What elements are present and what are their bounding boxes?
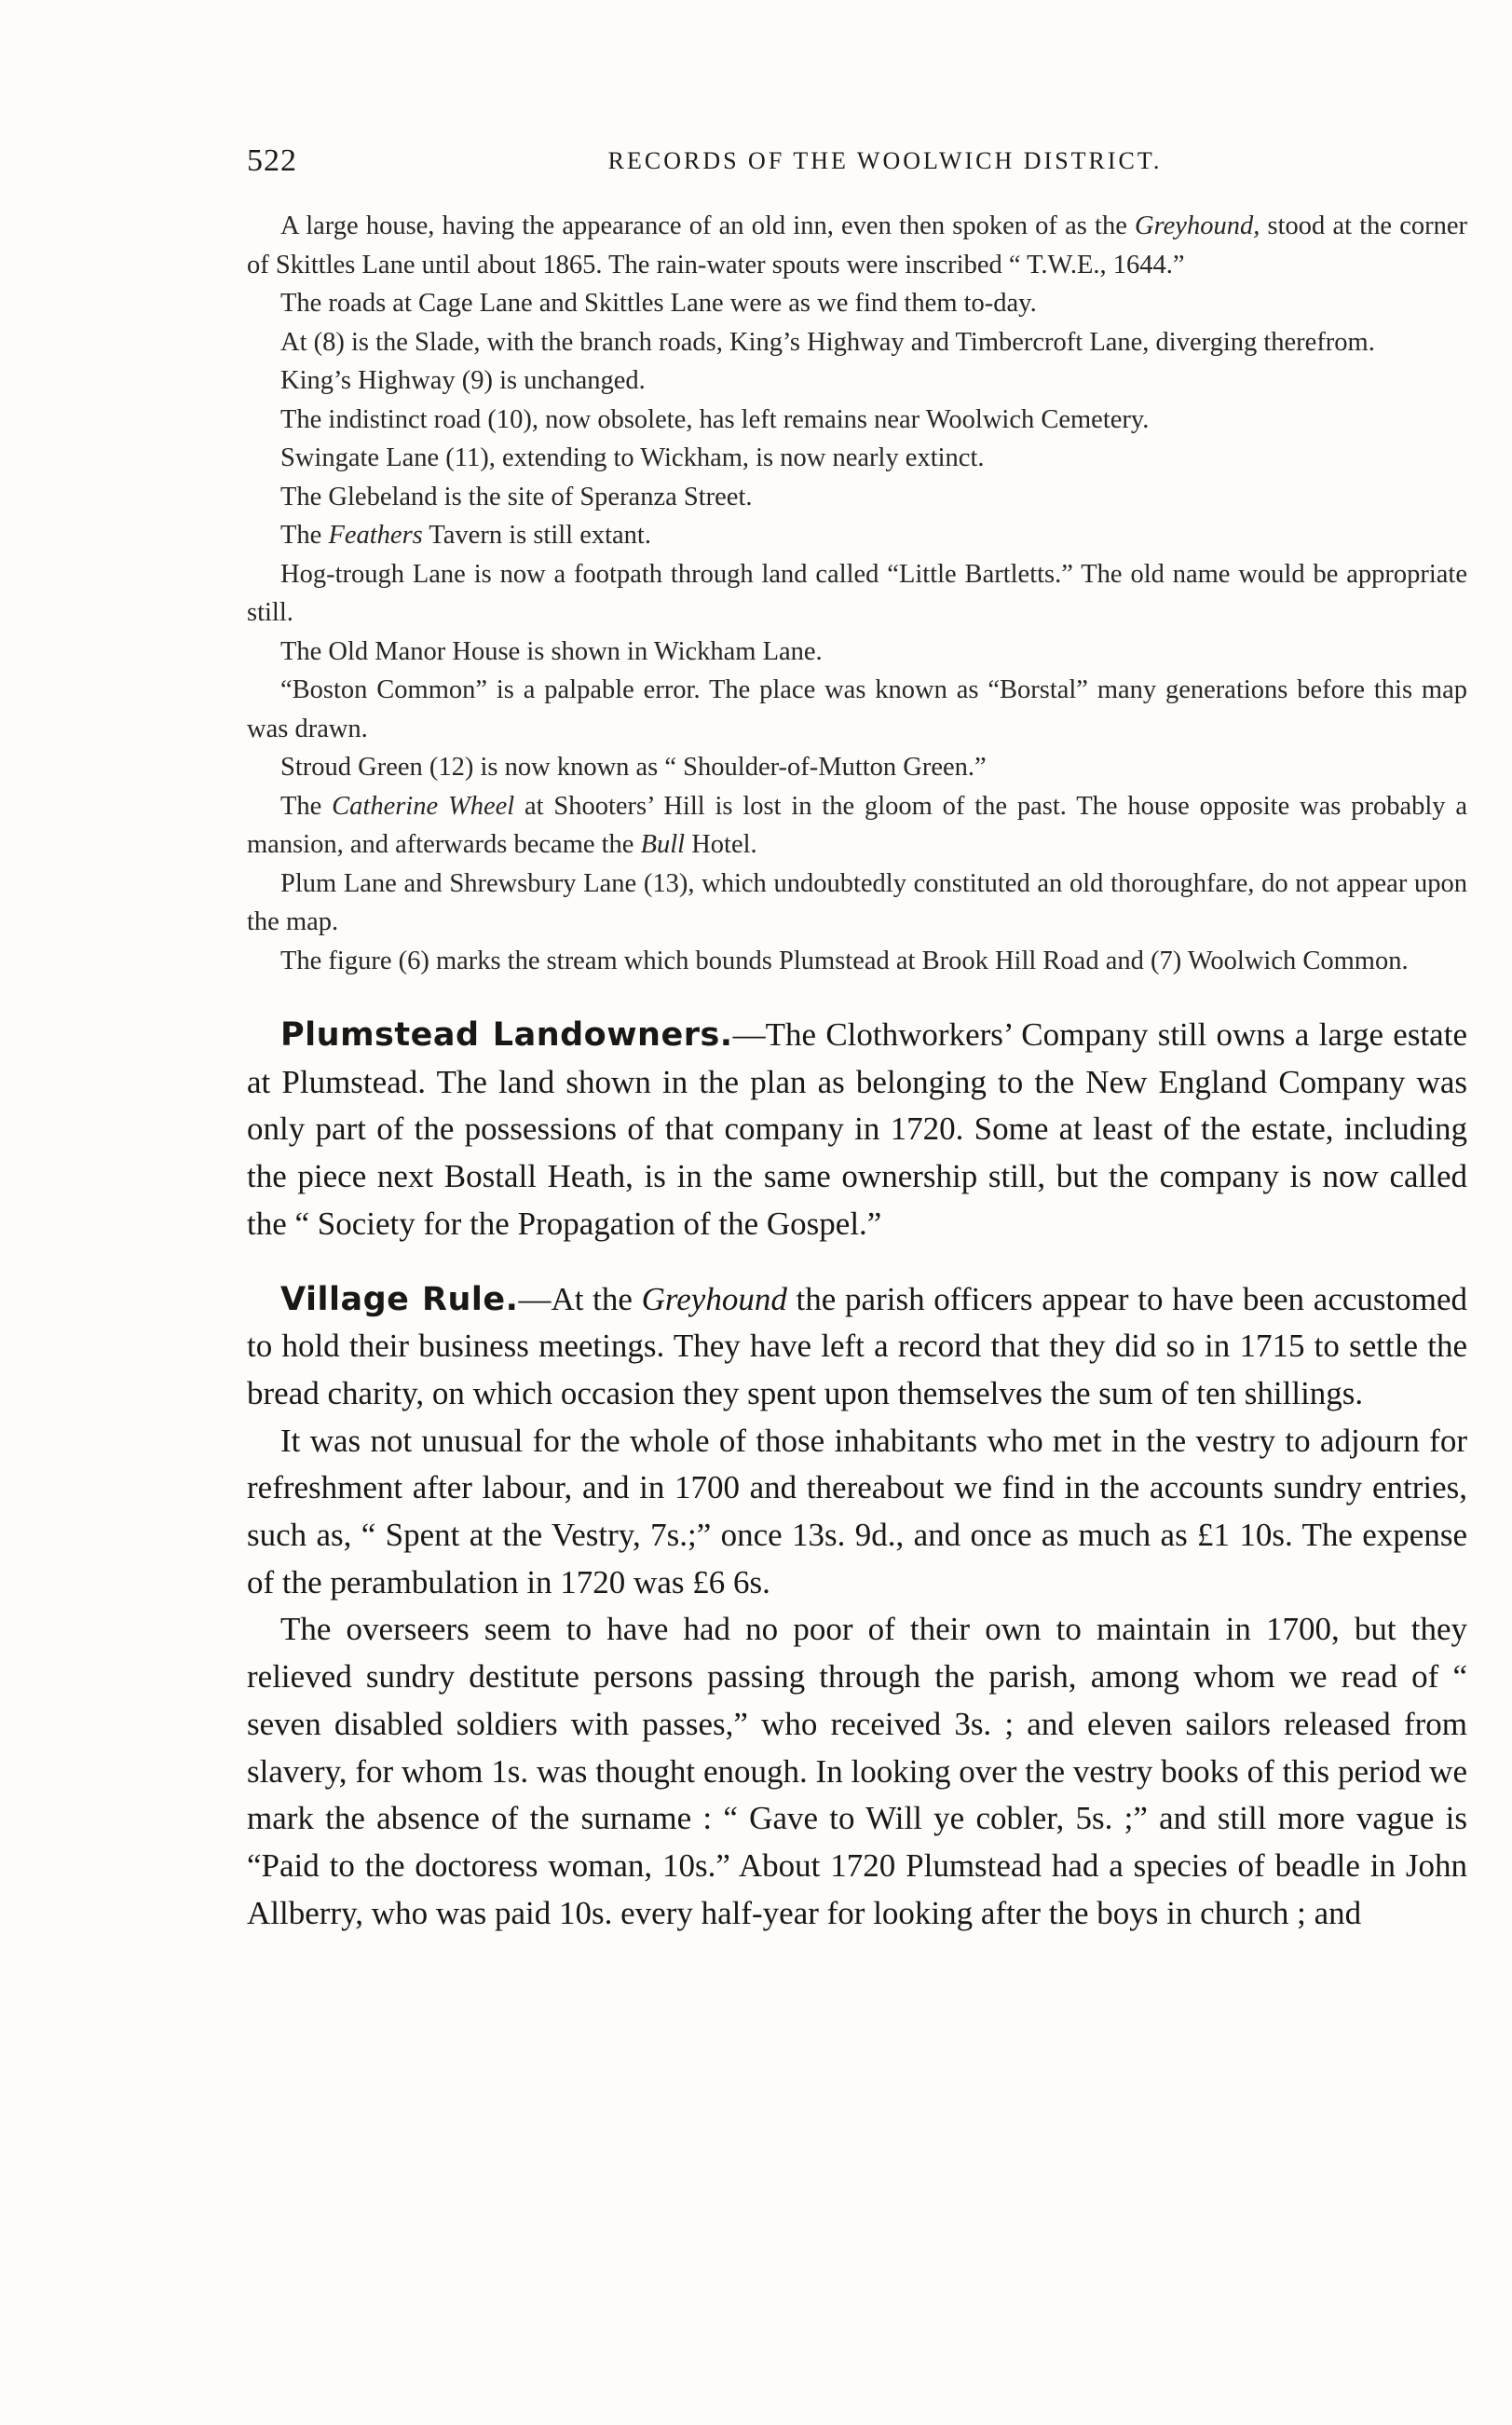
- note-catherine-wheel: The Catherine Wheel at Shooters’ Hill is lost in the gloom of the past. The house opposite was probably a mansion, and afterwards became the Bull Hotel.: [247, 791, 1467, 859]
- note-old-manor-house: The Old Manor House is shown in Wickham Lane.: [280, 636, 823, 666]
- section-heading: Village Rule.: [280, 1280, 519, 1318]
- map-notes: [247, 207, 1467, 980]
- note-hog-trough-lane: Hog-trough Lane is now a footpath through land called “Little Bartletts.” The old name would be appropriate still.: [247, 559, 1467, 627]
- paragraph: Village Rule.—At the Greyhound the parish officers appear to have been accustomed to hold their business meetings. They have left a record that they did so in 1715 to settle the bread charity, on which occasion they spent upon themselves the sum of ten shillings.: [247, 1280, 1467, 1411]
- paragraph: It was not unusual for the whole of those inhabitants who met in the vestry to adjourn for refreshment after labour, and in 1700 and thereabout we find in the accounts sundry entries, such as, “ Spent at the Vestry, 7s.;” once 13s. 9d., and once as much as £1 10s. The expense of the perambulation in 1720 was £6 6s.: [247, 1422, 1467, 1601]
- note-glebeland: The Glebeland is the site of Speranza Street.: [280, 482, 753, 511]
- paragraph: Plumstead Landowners.—The Clothworkers’ Company still owns a large estate at Plumstead. The land shown in the plan as belonging to the New England Company was only part of the possessions of that company in 1720. Some at least of the estate, including the piece next Bostall Heath, is in the same ownership still, but the company is now called the “ Society for the Propagation of the Gospel.”: [247, 1016, 1467, 1242]
- paragraph: The overseers seem to have had no poor of their own to maintain in 1700, but they relieved sundry destitute persons passing through the parish, among whom we read of “ seven disabled soldiers with passes,” who received 3s. ; and eleven sailors released from slavery, for whom 1s. was thought enough. In looking over the vestry books of this period we mark the absence of the surname : “ Gave to Will ye cobler, 5s. ;” and still more vague is “Paid to the doctoress woman, 10s.” About 1720 Plumstead had a species of beadle in John Allberry, who was paid 10s. every half-year for looking after the boys in church ; and: [247, 1611, 1467, 1931]
- note-feathers: The Feathers Tavern is still extant.: [280, 521, 651, 550]
- note-greyhound: A large house, having the appearance of an old inn, even then spoken of as the Greyhound, stood at the corner of Skittles Lane until about 1865. The rain-water spouts were inscribed “ T.W.E., 1644.”: [247, 211, 1467, 279]
- note-slade: At (8) is the Slade, with the branch roads, King’s Highway and Timbercroft Lane, diverging therefrom.: [280, 327, 1375, 357]
- note-boston-common: “Boston Common” is a palpable error. The place was known as “Borstal” many generations before this map was drawn.: [247, 675, 1467, 743]
- note-kings-highway: King’s Highway (9) is unchanged.: [280, 366, 646, 395]
- page-number: 522: [247, 143, 297, 178]
- book-page: [247, 140, 1467, 1937]
- running-head: [247, 140, 1467, 196]
- section-heading: Plumstead Landowners.: [280, 1016, 733, 1054]
- note-indistinct-road: The indistinct road (10), now obsolete, has left remains near Woolwich Cemetery.: [280, 404, 1150, 434]
- running-title: RECORDS OF THE WOOLWICH DISTRICT.: [607, 147, 1163, 174]
- section-village-rule: [247, 1276, 1467, 1938]
- note-plum-lane: Plum Lane and Shrewsbury Lane (13), which undoubtedly constituted an old thoroughfare, do not appear upon the map.: [247, 868, 1467, 936]
- note-figure-6: The figure (6) marks the stream which bounds Plumstead at Brook Hill Road and (7) Woolwich Common.: [280, 946, 1409, 975]
- note-cage-lane: The roads at Cage Lane and Skittles Lane were as we find them to-day.: [280, 289, 1037, 318]
- section-plumstead-landowners: [247, 1012, 1467, 1248]
- note-swingate-lane: Swingate Lane (11), extending to Wickham, is now nearly extinct.: [280, 443, 985, 472]
- note-stroud-green: Stroud Green (12) is now known as “ Shoulder-of-Mutton Green.”: [280, 753, 987, 782]
